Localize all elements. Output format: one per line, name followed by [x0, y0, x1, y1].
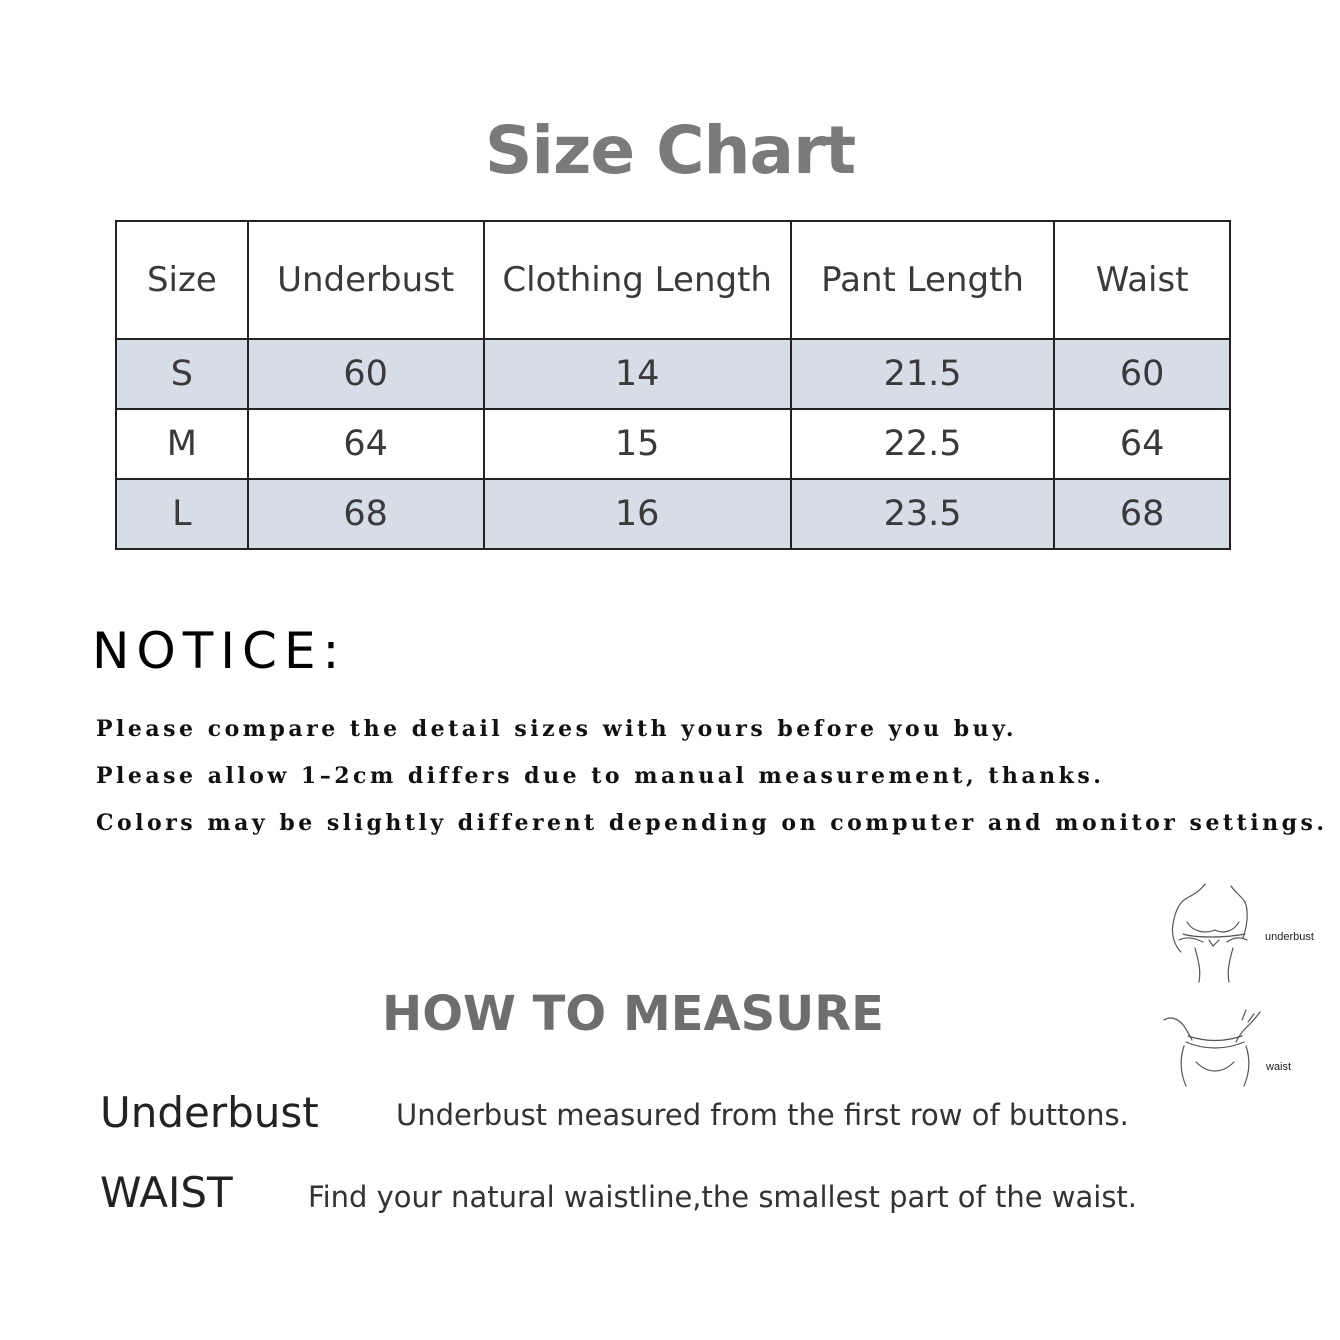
- measure-term-waist: WAIST: [100, 1168, 233, 1217]
- cell-clothing-length: 15: [484, 409, 791, 479]
- torso-underbust-sketch-icon: [1165, 882, 1265, 984]
- header-underbust: Underbust: [248, 221, 484, 339]
- cell-underbust: 68: [248, 479, 484, 549]
- cell-pant-length: 23.5: [791, 479, 1054, 549]
- size-chart-title: Size Chart: [484, 112, 856, 189]
- table-row: [116, 409, 1230, 479]
- measure-desc-underbust: Underbust measured from the first row of buttons.: [396, 1098, 1129, 1132]
- measure-desc-waist: Find your natural waistline,the smallest part of the waist.: [308, 1180, 1138, 1214]
- cell-pant-length: 21.5: [791, 339, 1054, 409]
- measure-term-underbust: Underbust: [100, 1088, 319, 1137]
- table-row: [116, 479, 1230, 549]
- table-header-row: [116, 221, 1230, 339]
- notice-line: Please allow 1–2cm differs due to manual measurement, thanks.: [96, 763, 1105, 789]
- cell-size: M: [116, 409, 248, 479]
- size-table: [115, 220, 1231, 550]
- cell-underbust: 60: [248, 339, 484, 409]
- notice-line: Colors may be slightly different depending on computer and monitor settings.: [96, 810, 1328, 836]
- how-to-measure-title: HOW TO MEASURE: [382, 986, 884, 1042]
- cell-waist: 60: [1054, 339, 1230, 409]
- cell-waist: 64: [1054, 409, 1230, 479]
- cell-clothing-length: 16: [484, 479, 791, 549]
- notice-heading: NOTICE:: [92, 622, 347, 680]
- cell-size: L: [116, 479, 248, 549]
- cell-size: S: [116, 339, 248, 409]
- cell-clothing-length: 14: [484, 339, 791, 409]
- cell-waist: 68: [1054, 479, 1230, 549]
- cell-pant-length: 22.5: [791, 409, 1054, 479]
- header-waist: Waist: [1054, 221, 1230, 339]
- header-clothing-length: Clothing Length: [484, 221, 791, 339]
- underbust-figure-label: underbust: [1265, 931, 1314, 943]
- waist-figure-label: waist: [1266, 1061, 1292, 1073]
- header-pant-length: Pant Length: [791, 221, 1054, 339]
- cell-underbust: 64: [248, 409, 484, 479]
- header-size: Size: [116, 221, 248, 339]
- notice-line: Please compare the detail sizes with yours before you buy.: [96, 716, 1018, 742]
- table-row: [116, 339, 1230, 409]
